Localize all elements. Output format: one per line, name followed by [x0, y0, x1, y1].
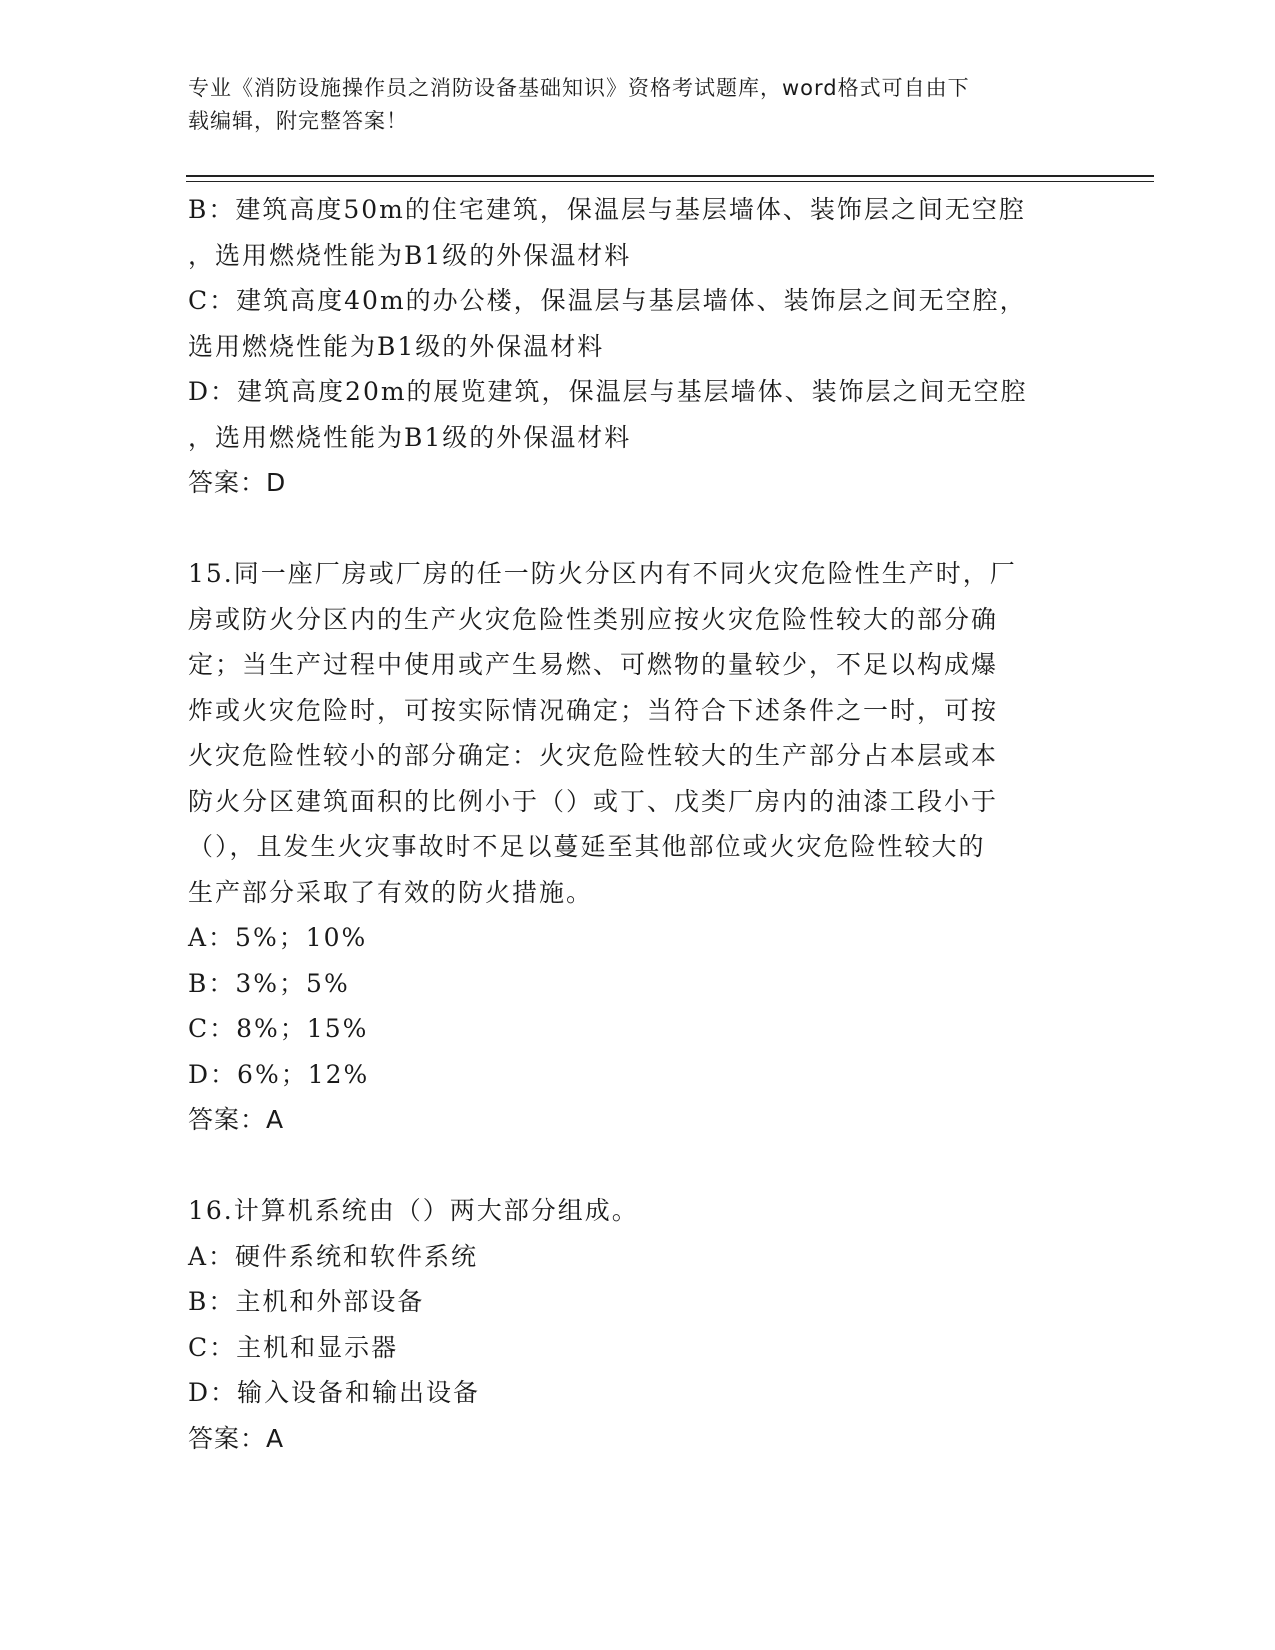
question-16-option-b: B：主机和外部设备 — [188, 1287, 425, 1316]
question-15-stem-line: 炸或火灾危险时，可按实际情况确定；当符合下述条件之一时，可按 — [188, 695, 999, 725]
answer-15: 答案：A — [188, 1105, 285, 1134]
question-15-stem-line: （），且发生火灾事故时不足以蔓延至其他部位或火灾危险性较大的 — [188, 832, 986, 861]
question-15-stem-line: 房或防火分区内的生产火灾危险性类别应按火灾危险性较大的部分确 — [188, 604, 999, 634]
option-d-line-1: D：建筑高度20m的展览建筑，保温层与基层墙体、装饰层之间无空腔 — [188, 377, 1028, 406]
option-d-line-2: ，选用燃烧性能为B1级的外保温材料 — [188, 422, 632, 452]
answer-14: 答案：D — [188, 468, 287, 497]
question-16-option-c: C：主机和显示器 — [188, 1332, 399, 1362]
header-line-2: 载编辑，附完整答案！ — [188, 109, 408, 133]
question-15 — [188, 551, 1088, 1143]
spacer — [188, 506, 1088, 552]
option-c-line-1: C：建筑高度40m的办公楼，保温层与基层墙体、装饰层之间无空腔， — [188, 286, 1027, 315]
question-15-stem-line: 防火分区建筑面积的比例小于（）或丁、戊类厂房内的油漆工段小于 — [188, 786, 999, 816]
question-15-option-c: C：8%；15% — [188, 1014, 369, 1043]
question-14-tail — [188, 187, 1088, 506]
question-content — [188, 187, 1088, 1461]
question-15-option-d: D：6%；12% — [188, 1059, 370, 1089]
option-c-line-2: 选用燃烧性能为B1级的外保温材料 — [188, 331, 605, 361]
header-line-1: 专业《消防设施操作员之消防设备基础知识》资格考试题库，word格式可自由下 — [188, 76, 970, 100]
spacer — [188, 1143, 1088, 1189]
header-rule-thin — [186, 181, 1154, 182]
question-16-option-a: A：硬件系统和软件系统 — [188, 1241, 479, 1271]
document-header — [188, 72, 1068, 138]
question-15-option-b: B：3%；5% — [188, 968, 350, 998]
question-16 — [188, 1188, 1088, 1461]
question-15-option-a: A：5%；10% — [188, 923, 368, 952]
question-15-stem-line: 火灾危险性较小的部分确定：火灾危险性较大的生产部分占本层或本 — [188, 741, 999, 770]
question-16-stem: 16.计算机系统由（）两大部分组成。 — [188, 1196, 639, 1225]
option-b-line-1: B：建筑高度50m的住宅建筑，保温层与基层墙体、装饰层之间无空腔 — [188, 195, 1026, 224]
question-15-stem-line: 生产部分采取了有效的防火措施。 — [188, 877, 594, 907]
option-b-line-2: ，选用燃烧性能为B1级的外保温材料 — [188, 240, 632, 270]
question-15-stem-line: 定；当生产过程中使用或产生易燃、可燃物的量较少，不足以构成爆 — [188, 650, 999, 679]
question-16-option-d: D：输入设备和输出设备 — [188, 1378, 481, 1407]
header-rule-thick — [186, 175, 1154, 177]
question-15-stem-line: 15.同一座厂房或厂房的任一防火分区内有不同火灾危险性生产时，厂 — [188, 559, 1017, 588]
answer-16: 答案：A — [188, 1423, 285, 1453]
